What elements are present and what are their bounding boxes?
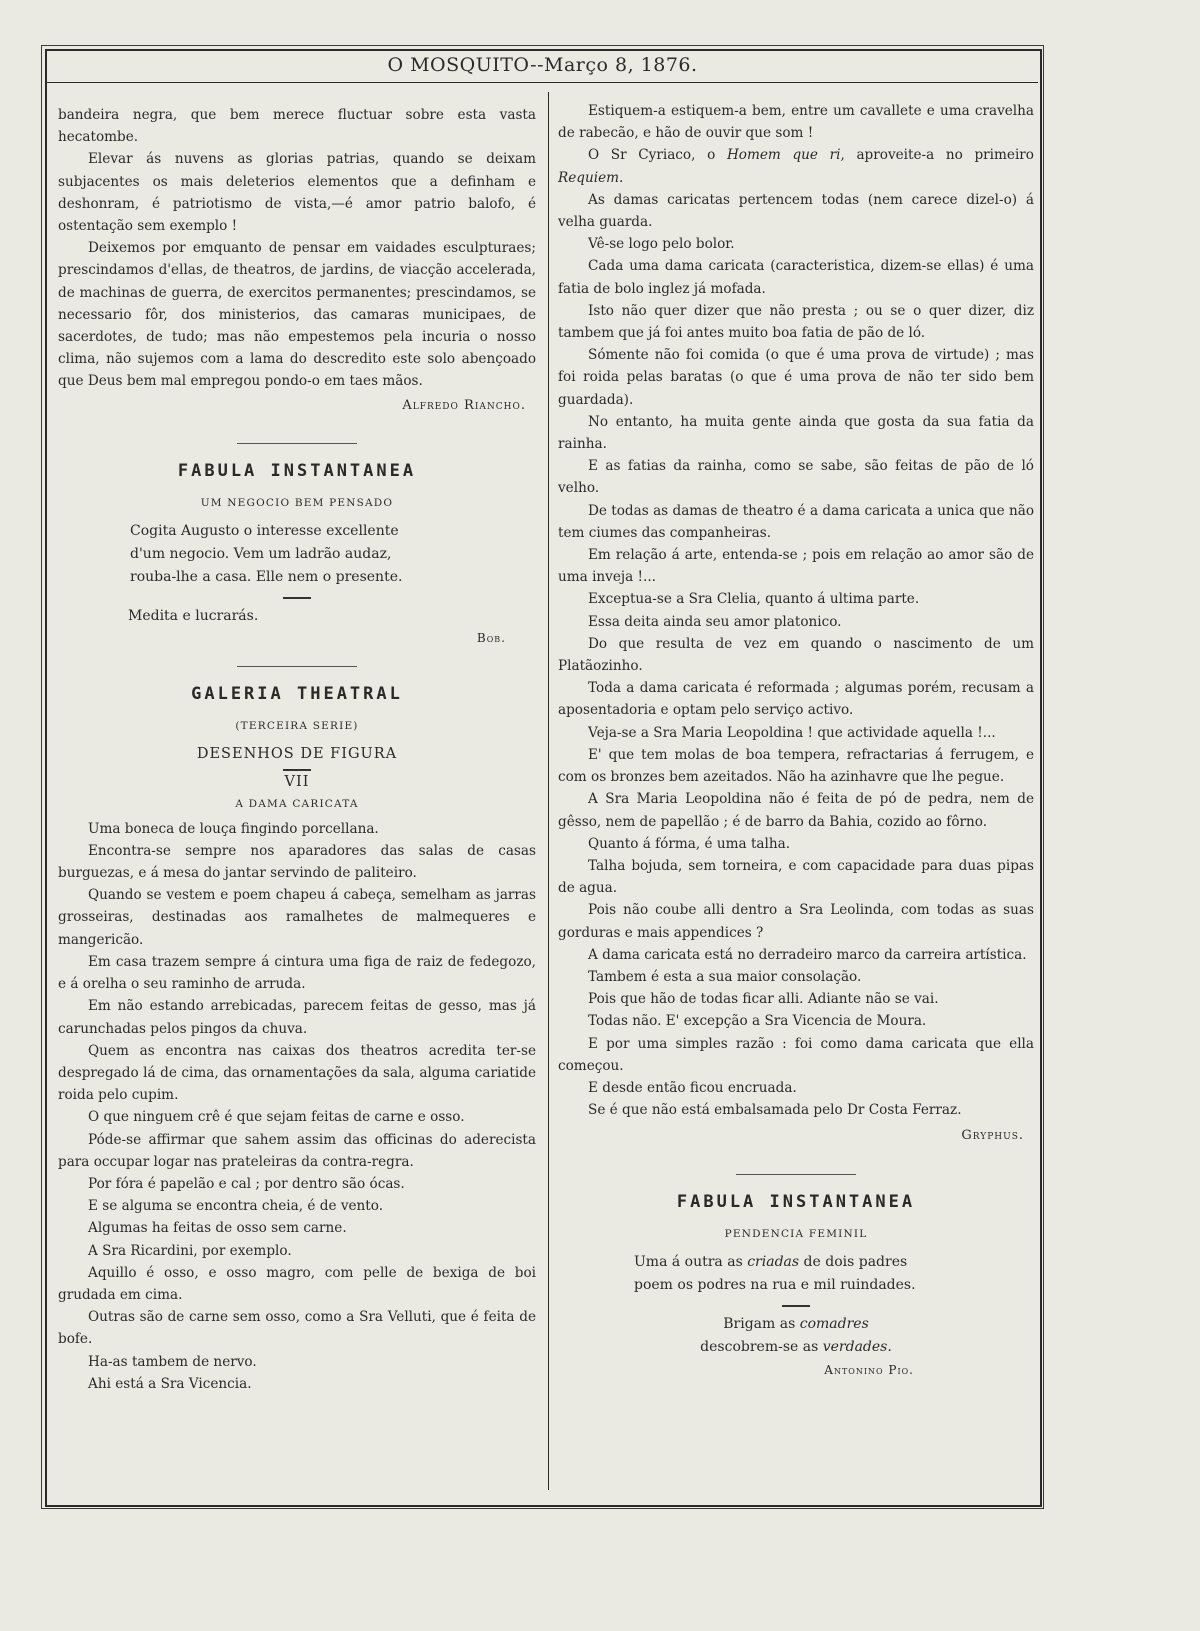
verse-line <box>558 1251 1034 1274</box>
paragraph: E se alguma se encontra cheia, é de vento. <box>88 1198 384 1215</box>
verse-line: Cogita Augusto o interesse excellente <box>130 523 399 540</box>
paragraph: Tambem é esta a sua maior consolação. <box>588 968 862 985</box>
paragraph: Se é que não está embalsamada pelo Dr Costa Ferraz. <box>588 1102 962 1119</box>
paragraph: Aquillo é osso, e osso magro, com pelle de bexiga de boi grudada em cima. <box>58 1264 536 1303</box>
paragraph: Talha bojuda, sem torneira, e com capacidade para duas pipas de agua. <box>558 857 1034 897</box>
paragraph: Póde-se affirmar que sahem assim das officinas do aderecista para occupar logar nas prateleiras da contra-regra. <box>58 1131 536 1170</box>
fabula-title: FABULA INSTANTANEA <box>676 1191 916 1212</box>
paragraph: Em relação á arte, entenda-se ; pois em relação ao amor são de uma inveja !... <box>558 547 1034 586</box>
galeria-number: VII <box>284 774 310 791</box>
section-separator <box>237 666 357 667</box>
paragraph: No entanto, ha muita gente ainda que gosta da sua fatia da rainha. <box>558 413 1034 453</box>
section-separator <box>237 443 357 444</box>
paragraph <box>558 144 1034 188</box>
paragraph: Algumas ha feitas de osso sem carne. <box>88 1220 347 1237</box>
text-run: descobrem-se as <box>700 1338 823 1355</box>
fabula-subtitle: UM NEGOCIO BEM PENSADO <box>200 497 394 510</box>
paragraph: Pois não coube alli dentro a Sra Leolinda, com todas as suas gorduras e mais appendices ? <box>558 902 1034 941</box>
section-separator <box>736 1174 856 1175</box>
paragraph: As damas caricatas pertencem todas (nem carece dizel-o) á velha guarda. <box>558 191 1034 231</box>
paragraph: A Sra Ricardini, por exemplo. <box>88 1242 292 1259</box>
column-divider <box>548 92 549 1490</box>
paragraph: Toda a dama caricata é reformada ; algumas porém, recusam a aposentadoria e optam pelo serviço activo. <box>558 680 1034 719</box>
header-rule <box>47 82 1038 83</box>
paragraph: A Sra Maria Leopoldina não é feita de pó de pedra, nem de gêsso, nem de papellão ; é de barro da Bahia, cozido ao fôrno. <box>558 791 1034 830</box>
verse-line: poem os podres na rua e mil ruindades. <box>634 1276 916 1293</box>
galeria-series: (TERCEIRA SERIE) <box>235 719 359 732</box>
verse-line <box>558 1336 1034 1359</box>
galeria-figure: A DAMA CARICATA <box>235 798 359 811</box>
right-column <box>558 100 1034 1381</box>
paragraph: Estiquem-a estiquem-a bem, entre um cavallete e uma cravelha de rabecão, e hão de ouvir que som ! <box>558 103 1034 142</box>
paragraph: Uma boneca de louça fingindo porcellana. <box>88 820 379 837</box>
paragraph: E as fatias da rainha, como se sabe, são feitas de pão de ló velho. <box>558 458 1034 497</box>
paragraph: Pois que hão de todas ficar alli. Adiante não se vai. <box>588 991 939 1008</box>
fabula-subtitle: PENDENCIA FEMINIL <box>724 1227 868 1240</box>
paragraph: Em casa trazem sempre á cintura uma figa de raiz de fedegozo, e á orelha o seu raminho de arruda. <box>58 953 536 993</box>
paragraph: O que ninguem crê é que sejam feitas de carne e osso. <box>88 1109 465 1126</box>
paragraph: bandeira negra, que bem merece fluctuar sobre esta vasta hecatombe. <box>58 107 536 146</box>
paragraph: Deixemos por emquanto de pensar em vaidades esculpturaes; prescindamos d'ellas, de theatros, de jardins, de viacção accelerada, de machinas de guerra, de exercitos permanentes; prescindamos, se necessario fôr, dos ministerios, das camaras municipaes, de sacerdotes, de tudo; mas não empestemos pela incuria o nosso clima, não sujemos com a lama do descredito este solo abençoado que Deus bem mal empregou pondo-o em taes mãos. <box>58 240 536 390</box>
verse-line <box>558 1313 1034 1336</box>
paragraph: Do que resulta de vez em quando o nascimento de um Platãozinho. <box>558 635 1034 675</box>
left-column <box>58 104 536 1395</box>
galeria-subtitle: DESENHOS DE FIGURA <box>196 746 398 763</box>
paragraph: Cada uma dama caricata (caracteristica, dizem-se ellas) é uma fatia de bolo inglez já mofada. <box>558 258 1034 297</box>
paragraph: Outras são de carne sem osso, como a Sra Velluti, que é feita de bofe. <box>58 1309 536 1348</box>
text-run: de dois padres <box>799 1253 908 1270</box>
italic-word: criadas <box>747 1253 800 1270</box>
text-run: Uma á outra as <box>634 1253 748 1270</box>
fabula-title: FABULA INSTANTANEA <box>177 460 417 481</box>
paragraph: E' que tem molas de boa tempera, refractarias á ferrugem, e com os bronzes bem azeitados. Não ha azinhavre que lhe pegue. <box>558 746 1034 786</box>
signature-bob: Bob. <box>476 631 506 646</box>
paragraph: Essa deita ainda seu amor platonico. <box>588 613 842 630</box>
italic-word: verdades. <box>822 1338 892 1355</box>
text-run: , aproveite-a no primeiro <box>840 147 1034 164</box>
paragraph: Em não estando arrebicadas, parecem feitas de gesso, mas já carunchadas pelos pingos da chuva. <box>58 998 536 1037</box>
short-rule <box>782 1305 810 1307</box>
paragraph: Quando se vestem e poem chapeu á cabeça, semelham as jarras grosseiras, destinadas aos ramalhetes de malmequeres e mangericão. <box>58 887 536 948</box>
fabula-moral: Medita e lucrarás. <box>128 608 259 625</box>
signature-riancho: Alfredo Riancho. <box>402 397 526 413</box>
paragraph: A dama caricata está no derradeiro marco da carreira artística. <box>588 946 1027 963</box>
short-rule <box>283 597 311 599</box>
paragraph: De todas as damas de theatro é a dama caricata a unica que não tem ciumes das companheiras. <box>558 502 1034 541</box>
paragraph: Por fóra é papelão e cal ; por dentro são ócas. <box>88 1175 405 1192</box>
paragraph: Encontra-se sempre nos aparadores das salas de casas burguezas, e á mesa do jantar servindo de paliteiro. <box>58 842 536 882</box>
italic-title: Requiem. <box>558 169 624 186</box>
paragraph: E desde então ficou encruada. <box>588 1079 797 1096</box>
paragraph: Ha-as tambem de nervo. <box>88 1353 257 1370</box>
verse-line: rouba-lhe a casa. Elle nem o presente. <box>130 569 403 586</box>
text-run: Brigam as <box>723 1315 800 1332</box>
paragraph: Exceptua-se a Sra Clelia, quanto á ultima parte. <box>588 591 920 608</box>
paragraph: Sómente não foi comida (o que é uma prova de virtude) ; mas foi roida pelas baratas (o que é uma prova de não ter sido bem guardada). <box>558 347 1034 408</box>
masthead: O MOSQUITO--Março 8, 1876. <box>387 54 698 76</box>
text-run: O Sr Cyriaco, o <box>588 147 727 164</box>
paragraph: E por uma simples razão : foi como dama caricata que ella começou. <box>558 1035 1034 1074</box>
paragraph: Elevar ás nuvens as glorias patrias, quando se deixam subjacentes os mais deleterios elementos que a definham e deshonram, é patriotismo de vista,—é amor patrio balofo, é ostentação sem exemplo ! <box>58 151 536 235</box>
paragraph: Todas não. E' excepção a Sra Vicencia de Moura. <box>588 1013 927 1030</box>
signature-gryphus: Gryphus. <box>961 1128 1024 1144</box>
italic-word: comadres <box>799 1315 869 1332</box>
paragraph: Vê-se logo pelo bolor. <box>588 236 735 253</box>
paragraph: Quem as encontra nas caixas dos theatros acredita ter-se despregado lá de cima, das ornamentações da sala, alguma cariatide roida pelo cupim. <box>58 1042 536 1104</box>
galeria-title: GALERIA THEATRAL <box>191 683 403 704</box>
paragraph: Isto não quer dizer que não presta ; ou se o quer dizer, diz tambem que já foi antes muito boa fatia de pão de ló. <box>558 302 1034 342</box>
paragraph: Veja-se a Sra Maria Leopoldina ! que actividade aquella !... <box>588 724 996 741</box>
paragraph: Quanto á fórma, é uma talha. <box>588 835 791 852</box>
signature-antonino-pio: Antonino Pio. <box>824 1362 914 1377</box>
paragraph: Ahi está a Sra Vicencia. <box>88 1375 252 1392</box>
italic-title: Homem que ri <box>726 147 841 164</box>
verse-line: d'um negocio. Vem um ladrão audaz, <box>130 546 392 563</box>
